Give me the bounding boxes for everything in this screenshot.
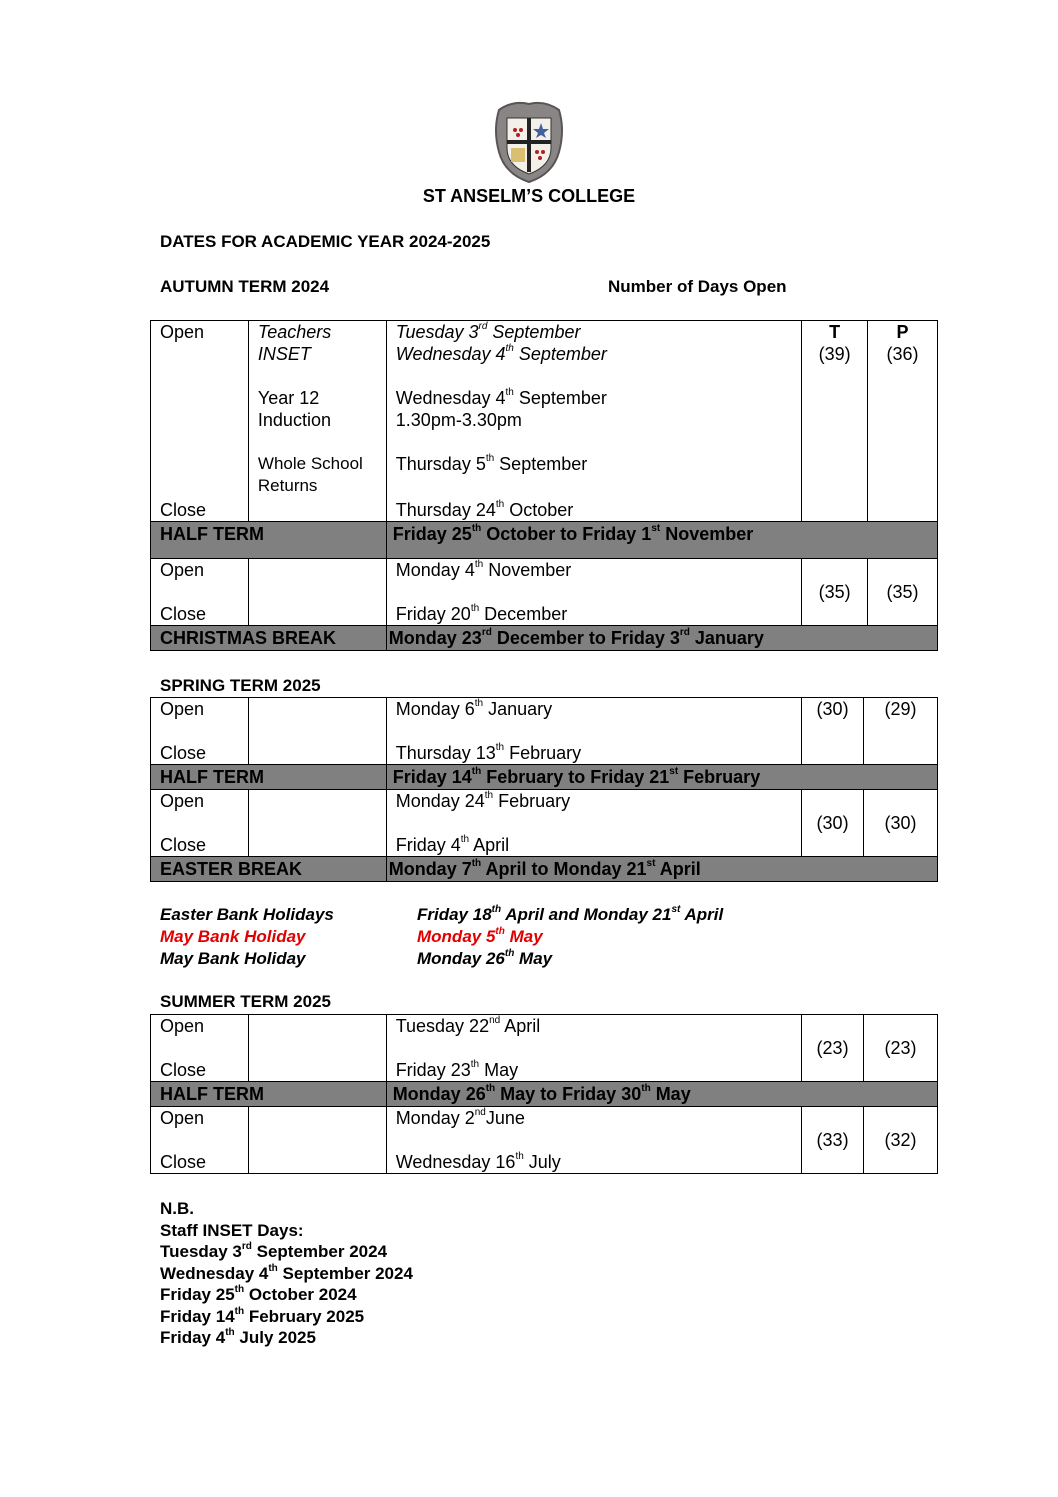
close-label: Close bbox=[160, 500, 207, 520]
open-date: Monday 4th November bbox=[395, 559, 572, 580]
event-name: Year 12 bbox=[257, 388, 320, 408]
date-text: Wednesday 4th September bbox=[395, 343, 607, 364]
teachers-days: (30) bbox=[802, 790, 864, 857]
bank-holiday-dates: Monday 5th May bbox=[417, 926, 543, 946]
autumn-term-table bbox=[150, 320, 938, 651]
open-label: Open bbox=[160, 699, 205, 719]
inset-day: Friday 4th July 2025 bbox=[160, 1327, 316, 1347]
pupils-days: (36) bbox=[886, 344, 919, 364]
table-row bbox=[151, 1107, 938, 1174]
band-dates: Friday 14th February to Friday 21st February bbox=[386, 765, 937, 790]
open-label: Open bbox=[160, 322, 205, 342]
date-text: Thursday 5th September bbox=[395, 453, 588, 474]
notes-section bbox=[160, 1198, 413, 1349]
inset-day: Friday 14th February 2025 bbox=[160, 1305, 365, 1326]
close-date: Friday 23th May bbox=[395, 1059, 519, 1080]
close-label: Close bbox=[160, 1060, 207, 1080]
bank-holiday-row bbox=[160, 926, 543, 948]
table-row bbox=[151, 559, 938, 626]
pupils-days: (30) bbox=[864, 790, 938, 857]
band-label: HALF TERM bbox=[151, 1082, 387, 1107]
band-label: CHRISTMAS BREAK bbox=[151, 626, 387, 651]
table-row bbox=[151, 790, 938, 857]
event-names-cell bbox=[248, 321, 386, 522]
open-label: Open bbox=[160, 1108, 205, 1128]
teachers-days: (30) bbox=[802, 698, 864, 765]
bank-holiday-dates: Monday 26th May bbox=[417, 948, 553, 968]
close-label: Close bbox=[160, 743, 207, 763]
bank-holiday-row bbox=[160, 904, 724, 926]
open-date: Monday 2ndJune bbox=[395, 1107, 525, 1128]
close-date: Friday 20th December bbox=[395, 603, 568, 624]
event-name: Induction bbox=[257, 410, 331, 430]
pupils-days: (35) bbox=[868, 559, 938, 626]
pupils-days-cell bbox=[868, 321, 938, 522]
autumn-term-heading: AUTUMN TERM 2024 bbox=[160, 277, 330, 296]
open-label: Open bbox=[160, 791, 205, 811]
open-date: Monday 24th February bbox=[395, 790, 571, 811]
spring-term-heading: SPRING TERM 2025 bbox=[160, 676, 321, 695]
teachers-days: (35) bbox=[802, 559, 868, 626]
band-label: HALF TERM bbox=[151, 522, 387, 559]
band-dates: Friday 25th October to Friday 1st November bbox=[386, 522, 937, 559]
teachers-days-cell bbox=[802, 321, 868, 522]
date-text: Wednesday 4th September bbox=[395, 387, 607, 408]
close-date: Thursday 24th October bbox=[395, 499, 574, 520]
table-row bbox=[151, 1015, 938, 1082]
half-term-band bbox=[151, 765, 938, 790]
band-dates: Monday 26th May to Friday 30th May bbox=[386, 1082, 937, 1107]
school-name: ST ANSELM’S COLLEGE bbox=[422, 186, 636, 206]
summer-term-table bbox=[150, 1014, 938, 1174]
half-term-band bbox=[151, 1082, 938, 1107]
inset-day: Friday 25th October 2024 bbox=[160, 1284, 357, 1304]
open-date: Monday 6th January bbox=[395, 698, 553, 719]
date-text: Tuesday 3rd September bbox=[395, 321, 581, 342]
band-dates: Monday 7th April to Monday 21st April bbox=[386, 857, 937, 882]
close-label: Close bbox=[160, 835, 207, 855]
event-name: Returns bbox=[257, 476, 318, 495]
open-label: Open bbox=[160, 560, 205, 580]
band-label: HALF TERM bbox=[151, 765, 387, 790]
bank-holiday-row bbox=[160, 948, 553, 970]
bank-holiday-label: Easter Bank Holidays bbox=[160, 905, 334, 924]
event-dates-cell bbox=[386, 321, 801, 522]
close-date: Wednesday 16th July bbox=[395, 1151, 561, 1172]
open-date: Tuesday 22nd April bbox=[395, 1015, 541, 1036]
table-row bbox=[151, 321, 938, 522]
close-label: Close bbox=[160, 604, 207, 624]
inset-day: Tuesday 3rd September 2024 bbox=[160, 1241, 388, 1261]
date-text: 1.30pm-3.30pm bbox=[395, 410, 522, 430]
half-term-band bbox=[151, 522, 938, 559]
event-name: Whole School bbox=[257, 454, 363, 473]
inset-day: Wednesday 4th September 2024 bbox=[160, 1262, 413, 1283]
band-dates: Monday 23rd December to Friday 3rd January bbox=[386, 626, 937, 651]
school-crest-icon bbox=[491, 100, 567, 184]
bank-holiday-dates: Friday 18th April and Monday 21st April bbox=[417, 904, 724, 924]
pupils-days: (23) bbox=[864, 1015, 938, 1082]
summer-term-heading: SUMMER TERM 2025 bbox=[160, 992, 331, 1011]
spring-term-table bbox=[150, 697, 938, 882]
inset-days-heading: Staff INSET Days: bbox=[160, 1220, 304, 1240]
bank-holidays-list bbox=[160, 904, 724, 970]
academic-year-heading: DATES FOR ACADEMIC YEAR 2024-2025 bbox=[160, 232, 491, 251]
table-row bbox=[151, 698, 938, 765]
pupils-days: (29) bbox=[864, 698, 938, 765]
col-t-header: T bbox=[829, 322, 841, 342]
easter-break-band bbox=[151, 857, 938, 882]
teachers-days: (39) bbox=[818, 344, 851, 364]
christmas-break-band bbox=[151, 626, 938, 651]
days-open-heading: Number of Days Open bbox=[608, 277, 787, 296]
close-date: Friday 4th April bbox=[395, 834, 510, 855]
close-date: Thursday 13th February bbox=[395, 742, 582, 763]
teachers-days: (23) bbox=[802, 1015, 864, 1082]
pupils-days: (32) bbox=[864, 1107, 938, 1174]
teachers-days: (33) bbox=[802, 1107, 864, 1174]
close-label: Close bbox=[160, 1152, 207, 1172]
open-close-cell bbox=[151, 321, 249, 522]
open-label: Open bbox=[160, 1016, 205, 1036]
bank-holiday-label: May Bank Holiday bbox=[160, 927, 306, 946]
col-p-header: P bbox=[896, 322, 909, 342]
event-name: Teachers bbox=[257, 322, 332, 342]
bank-holiday-label: May Bank Holiday bbox=[160, 949, 306, 968]
band-label: EASTER BREAK bbox=[151, 857, 387, 882]
event-name: INSET bbox=[257, 344, 311, 364]
nb-label: N.B. bbox=[160, 1199, 194, 1218]
